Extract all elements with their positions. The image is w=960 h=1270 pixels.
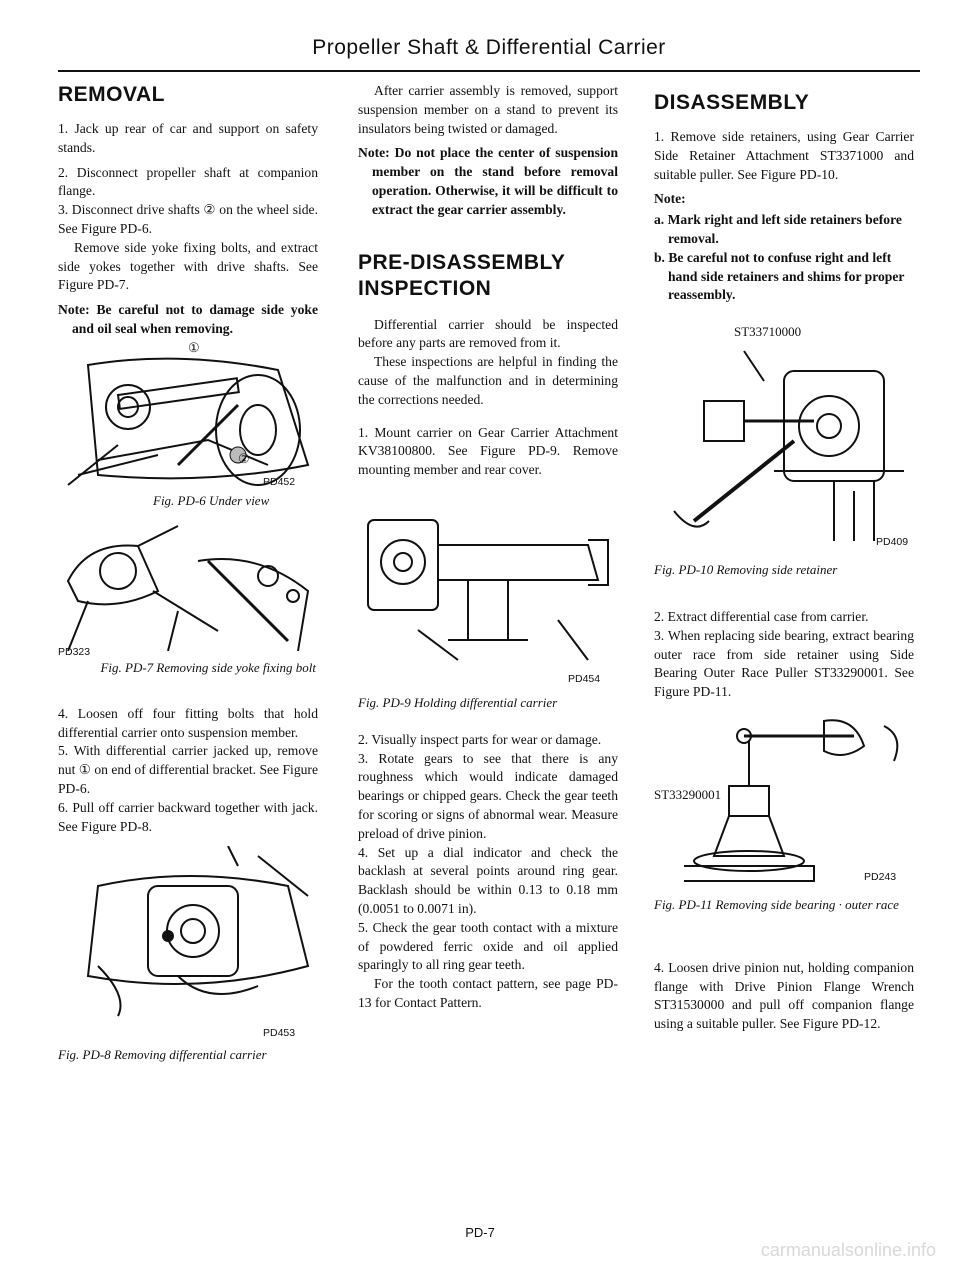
figure-pd6 — [58, 339, 318, 515]
holding-carrier-illustration — [358, 500, 618, 665]
figure-pd8 — [58, 846, 318, 1046]
figure-caption: Fig. PD-6 Under view — [153, 492, 270, 508]
note: Note: Be careful not to damage side yoke and oil seal when removing. — [58, 302, 318, 336]
figure-pd9 — [358, 500, 618, 690]
figure-caption: Fig. PD-7 Removing side yoke fixing bolt — [100, 659, 316, 675]
callout-2: ② — [238, 450, 250, 466]
figure-pd10 — [654, 323, 914, 553]
figure-caption: Fig. PD-11 Removing side bearing · outer race — [654, 896, 899, 912]
side-retainer-illustration — [654, 341, 914, 541]
paragraph: 2. Extract differential case from carrier. — [654, 608, 869, 624]
paragraph: 1. Remove side retainers, using Gear Carrier Side Retainer Attachment ST3371000 and suitable puller. See Figure PD-10. — [654, 129, 914, 182]
figure-caption: Fig. PD-8 Removing differential carrier — [58, 1047, 267, 1063]
side-yoke-illustration — [58, 521, 318, 651]
paragraph: 2. Visually inspect parts for wear or damage. — [358, 731, 602, 747]
paragraph: 5. Check the gear tooth contact with a mixture of powdered ferric oxide and oil applied sparingly to all ring gear teeth. — [358, 919, 618, 973]
column-3 — [654, 82, 914, 1040]
figure-code: PD243 — [864, 870, 897, 883]
figure-code: PD453 — [263, 1027, 296, 1040]
paragraph: 1. Jack up rear of car and support on safety stands. — [58, 121, 318, 155]
tool-label: ST33710000 — [734, 324, 802, 340]
paragraph: 3. Disconnect drive shafts ② on the wheel side. See Figure PD-6. — [58, 202, 318, 236]
column-1 — [58, 82, 318, 1065]
paragraph: 4. Loosen off four fitting bolts that hold differential carrier onto suspension member. — [58, 705, 318, 740]
paragraph: For the tooth contact pattern, see page PD-13 for Contact Pattern. — [358, 976, 618, 1010]
paragraph: 4. Set up a dial indicator and check the backlash at several points around ring gear. Backlash should be within 0.13 to 0.18 mm (0.0051 to 0.0071 in). — [358, 844, 618, 916]
note: Note: Do not place the center of suspension member on the stand before removal operation. Otherwise, it will be difficult to extract the gear carrier assembly. — [358, 145, 618, 217]
watermark: carmanualsonline.info — [760, 1240, 936, 1260]
figure-code: PD454 — [568, 672, 601, 685]
paragraph: 3. When replacing side bearing, extract bearing outer race from side retainer using Side Bearing Outer Race Puller ST33290001. See Figure PD-11. — [654, 627, 914, 700]
paragraph: 4. Loosen drive pinion nut, holding companion flange with Drive Pinion Flange Wrench ST31530000 and pull off companion flange using a suitable puller. See Figure PD-12. — [654, 959, 914, 1032]
figure-caption: Fig. PD-10 Removing side retainer — [654, 562, 838, 578]
paragraph: Remove side yoke fixing bolts, and extract side yokes together with drive shafts. See Figure PD-7. — [58, 239, 318, 293]
header-rule — [58, 70, 920, 72]
tool-label: ST33290001 — [654, 786, 722, 802]
note-heading: Note: — [654, 191, 686, 207]
figure-pd7 — [58, 521, 318, 699]
figure-code: PD409 — [876, 536, 909, 549]
paragraph: 1. Mount carrier on Gear Carrier Attachment KV38100800. See Figure PD-9. Remove mounting member and rear cover. — [358, 424, 618, 478]
paragraph: Differential carrier should be inspected before any parts are removed from it. — [358, 316, 618, 351]
note-item: a. Mark right and left side retainers before removal. — [654, 212, 902, 246]
figure-pd11 — [654, 716, 914, 896]
section-title-removal: REMOVAL — [58, 83, 165, 106]
paragraph: These inspections are helpful in finding the cause of the malfunction and in determining the corrections needed. — [358, 354, 618, 407]
paragraph: After carrier assembly is removed, support suspension member on a stand to prevent its insulators being twisted or damaged. — [358, 83, 618, 136]
page-header: Propeller Shaft & Differential Carrier — [312, 36, 666, 59]
figure-code: PD323 — [58, 645, 91, 658]
paragraph: 6. Pull off carrier backward together with jack. See Figure PD-8. — [58, 799, 318, 834]
section-title-pre-disassembly: PRE-DISASSEMBLY — [358, 250, 566, 274]
column-2 — [358, 82, 618, 1019]
paragraph: 3. Rotate gears to see that there is any roughness which would indicate damaged bearings or chipped gears. Check the gear teeth for scoring or signs of abnormal wear. Measure preload of drive pinion. — [358, 750, 618, 841]
carrier-removal-illustration — [58, 846, 318, 1026]
page-number: PD-7 — [465, 1225, 495, 1240]
note-item: b. Be careful not to confuse right and left hand side retainers and shims for proper reassembly. — [654, 249, 905, 303]
figure-caption: Fig. PD-9 Holding differential carrier — [358, 694, 558, 710]
section-title-inspection: INSPECTION — [358, 276, 492, 300]
paragraph: 5. With differential carrier jacked up, remove nut ① on end of differential bracket. See Figure PD-6. — [58, 743, 318, 796]
paragraph: 2. Disconnect propeller shaft at companion flange. — [58, 164, 318, 199]
section-title-disassembly: DISASSEMBLY — [654, 91, 810, 114]
callout-1: ① — [188, 339, 200, 355]
figure-code: PD452 — [263, 475, 296, 488]
